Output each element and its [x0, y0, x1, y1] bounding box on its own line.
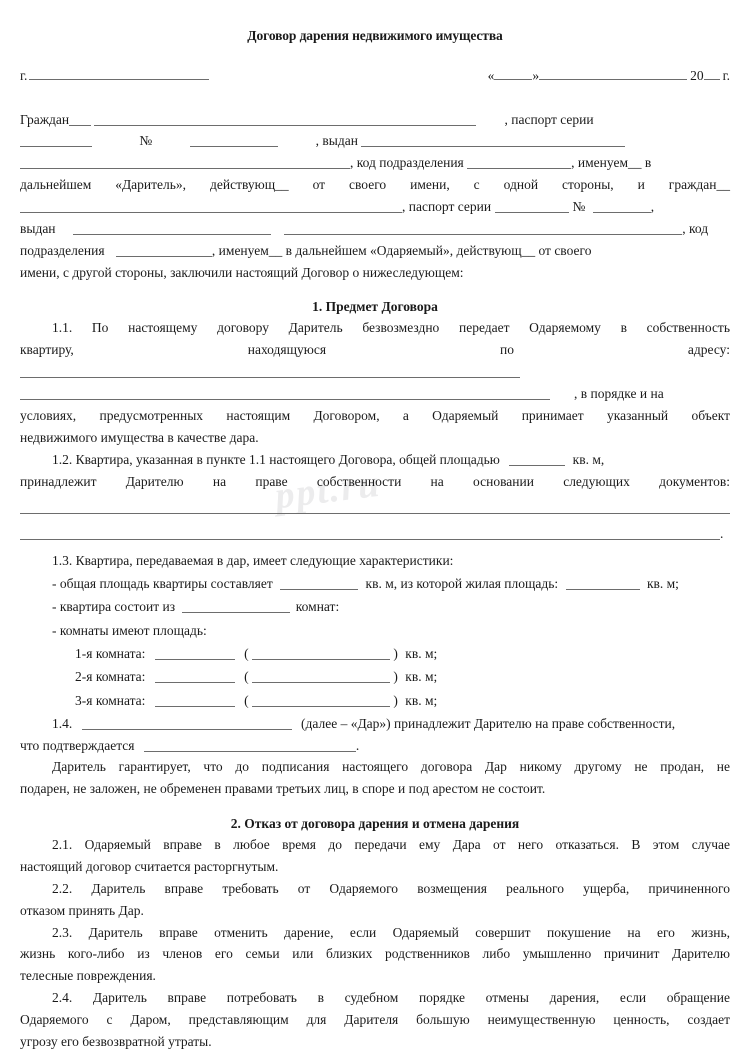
number-sign-2: №: [572, 199, 586, 215]
room-area-words-line[interactable]: [252, 667, 390, 683]
preamble-line-5: [20, 196, 730, 218]
gift-object-line[interactable]: [82, 714, 292, 730]
clause-1-1-line-5: недвижимого имущества в качестве дара.: [20, 429, 259, 445]
total-area-line-1[interactable]: [509, 450, 565, 466]
preamble-line-4: дальнейшем «Даритель», действующ__ от своего имени, с одной стороны, и граждан__: [20, 177, 730, 193]
guarantee-line-1: Даритель гарантирует, что до подписания настоящего договора Дар никому другому не продан, не: [52, 759, 730, 775]
preamble-line-6: [20, 218, 730, 240]
donee-subdivision-code-line[interactable]: [116, 241, 212, 257]
room-row: [75, 689, 730, 713]
clause-2-3-line-3: телесные повреждения.: [20, 968, 156, 984]
city-label: г.: [20, 68, 28, 83]
dateline: [20, 64, 730, 87]
clause-2-4-line-3: угрозу его безвозвратной утраты.: [20, 1033, 212, 1049]
month-input-line[interactable]: [539, 64, 687, 80]
address-line-1[interactable]: [20, 361, 520, 378]
living-area-unit: кв. м;: [646, 576, 679, 592]
confirmed-by-line[interactable]: [144, 736, 356, 752]
donor-subdivision-code-line[interactable]: [467, 153, 571, 169]
clause-1-4-period: .: [355, 737, 360, 753]
clause-1-1-line-2: квартиру, находящуюся по адресу:: [20, 342, 730, 358]
donor-issued-by-line-b[interactable]: [20, 153, 350, 169]
room-label: 1-я комната:: [75, 645, 146, 661]
clause-1-4-number: 1.4.: [52, 715, 73, 731]
address-line-1-wrap: [20, 361, 730, 378]
room-area-line[interactable]: [155, 667, 235, 683]
donee-name-line[interactable]: [20, 197, 402, 213]
comma-after-number: ,: [650, 199, 655, 215]
living-area-label: кв. м, из которой жилая площадь:: [365, 576, 559, 592]
clause-2-3-line-1: 2.3. Даритель вправе отменить дарение, если Одаряемый совершит покушение на его жизнь,: [52, 924, 730, 940]
quote-close: »: [532, 68, 540, 83]
address-line-2-row: [20, 383, 730, 405]
clause-2-1-line-1: 2.1. Одаряемый вправе в любое время до передачи ему Дара от него отказаться. В этом случае: [52, 837, 730, 853]
number-sign-1: №: [139, 133, 153, 149]
clause-1-3-bullet-1: [52, 572, 730, 595]
code-label-2: , код: [682, 220, 709, 236]
issued-label-2: выдан: [20, 220, 56, 236]
donor-passport-number-line[interactable]: [190, 131, 278, 147]
ownership-docs-line-1[interactable]: [20, 497, 730, 514]
rooms-list: [75, 642, 730, 713]
clause-1-2-pretext: 1.2. Квартира, указанная в пункте 1.1 настоящего Договора, общей площадью: [52, 451, 500, 467]
total-area-input-line[interactable]: [280, 574, 358, 590]
clause-2-4-line-1: 2.4. Даритель вправе потребовать в судебном порядке отмены дарения, если обращение: [52, 990, 730, 1006]
paren-open: (: [244, 645, 249, 661]
room-unit: кв. м;: [405, 645, 438, 661]
room-unit: кв. м;: [405, 693, 438, 709]
clause-1-3-bullet-3: - комнаты имеют площадь:: [52, 622, 207, 638]
clause-1-4-line-1: [20, 713, 730, 735]
guarantee-line-2: подарен, не заложен, не обременен правами третьих лиц, в споре и под арестом не состоит.: [20, 781, 546, 797]
citizen-suffix-line[interactable]: [69, 110, 91, 126]
room-label: 3-я комната:: [75, 693, 146, 709]
year-input-line[interactable]: [704, 64, 720, 80]
clause-2-1-line-2: настоящий договор считается расторгнутым.: [20, 859, 279, 875]
room-label: 2-я комната:: [75, 669, 146, 685]
room-row: [75, 642, 730, 666]
clause-1-1-tail: , в порядке и на: [574, 386, 664, 402]
room-area-line[interactable]: [155, 644, 235, 660]
donee-passport-number-line[interactable]: [593, 197, 651, 213]
room-count-input-line[interactable]: [182, 597, 290, 613]
room-row: [75, 665, 730, 689]
passport-series-label-2: , паспорт серии: [402, 199, 492, 215]
paren-open: (: [244, 669, 249, 685]
donee-issued-by-line-b[interactable]: [284, 219, 682, 235]
clause-1-3-heading: 1.3. Квартира, передаваемая в дар, имеет следующие характеристики:: [52, 553, 454, 569]
issued-label-1: , выдан: [315, 133, 358, 149]
paren-open: (: [244, 693, 249, 709]
ownership-docs-line-2[interactable]: [20, 524, 720, 540]
paren-close: ): [393, 645, 398, 661]
donor-name-line[interactable]: [94, 110, 476, 126]
ownership-docs-row-2: [20, 523, 730, 545]
clause-2-3-line-2: жизнь кого-либо из членов его семьи или близких родственников либо умышленно причинит Дарителю: [20, 946, 730, 962]
citizen-label: Граждан: [20, 111, 70, 127]
clause-1-4-line-2: [20, 735, 730, 757]
donee-named-label: , именуем__ в дальнейшем «Одаряемый», действующ__ от своего: [211, 242, 592, 258]
section-1-heading: 1. Предмет Договора: [312, 299, 438, 315]
section-2-heading: 2. Отказ от договора дарения и отмена дарения: [230, 816, 520, 832]
paren-close: ): [393, 693, 398, 709]
clause-1-1-line-1: 1.1. По настоящему договору Даритель безвозмездно передает Одаряемому в собственность: [52, 320, 730, 336]
room-count-suffix: комнат:: [295, 599, 340, 615]
subdivision-label: подразделения: [20, 242, 105, 258]
clause-2-2-line-1: 2.2. Даритель вправе требовать от Одаряемого возмещения реального ущерба, причиненного: [52, 880, 730, 896]
clause-1-1-line-4: условиях, предусмотренных настоящим Договором, а Одаряемый принимает указанный объект: [20, 408, 730, 424]
passport-series-label-1: , паспорт серии: [504, 111, 594, 127]
clause-1-2-line-1: [20, 449, 730, 471]
year-suffix: г.: [722, 68, 730, 83]
donor-passport-series-line[interactable]: [20, 131, 92, 147]
room-area-line[interactable]: [155, 691, 235, 707]
clause-1-2-line-2: принадлежит Дарителю на праве собственности на основании следующих документов:: [20, 473, 730, 489]
preamble-line-2: [20, 130, 730, 152]
confirmed-by-label: что подтверждается: [20, 737, 135, 753]
clause-1-3-bullet-2: [52, 595, 730, 618]
clause-2-2-line-2: отказом принять Дар.: [20, 902, 144, 918]
room-area-words-line[interactable]: [252, 691, 390, 707]
address-line-2[interactable]: [20, 384, 550, 400]
preamble-line-7: [20, 240, 730, 262]
day-input-line[interactable]: [494, 64, 532, 80]
living-area-input-line[interactable]: [566, 574, 640, 590]
quote-open: «: [487, 68, 495, 83]
clause-2-4-line-2: Одаряемого с Даром, представляющим для Дарителя большую неимущественную ценность, создает: [20, 1012, 730, 1028]
room-unit: кв. м;: [405, 669, 438, 685]
page-title: Договор дарения недвижимого имущества: [247, 28, 503, 43]
watermark: ppt.ru: [272, 462, 384, 518]
clause-1-2-unit: кв. м,: [572, 451, 605, 467]
total-area-label: - общая площадь квартиры составляет: [52, 576, 273, 592]
preamble-line-1: [20, 109, 730, 131]
docs-gap-2: [20, 514, 730, 523]
donee-passport-series-line[interactable]: [495, 197, 569, 213]
clause-1-4-tail: (далее – «Дар») принадлежит Дарителю на праве собственности,: [301, 715, 676, 731]
donor-named-label: , именуем__ в: [571, 155, 652, 171]
preamble-line-3: [20, 152, 730, 174]
donor-issued-by-line-a[interactable]: [361, 131, 625, 147]
room-area-words-line[interactable]: [252, 644, 390, 660]
preamble-line-8: имени, с другой стороны, заключили настоящий Договор о нижеследующем:: [20, 264, 464, 280]
paren-close: ): [393, 669, 398, 685]
subdivision-code-label-1: , код подразделения: [350, 155, 464, 171]
clause-1-2-period: .: [720, 526, 724, 542]
room-count-label: - квартира состоит из: [52, 599, 176, 615]
donee-issued-by-line-a[interactable]: [73, 219, 271, 235]
city-input-line[interactable]: [29, 64, 209, 80]
year-prefix: 20: [690, 68, 704, 83]
